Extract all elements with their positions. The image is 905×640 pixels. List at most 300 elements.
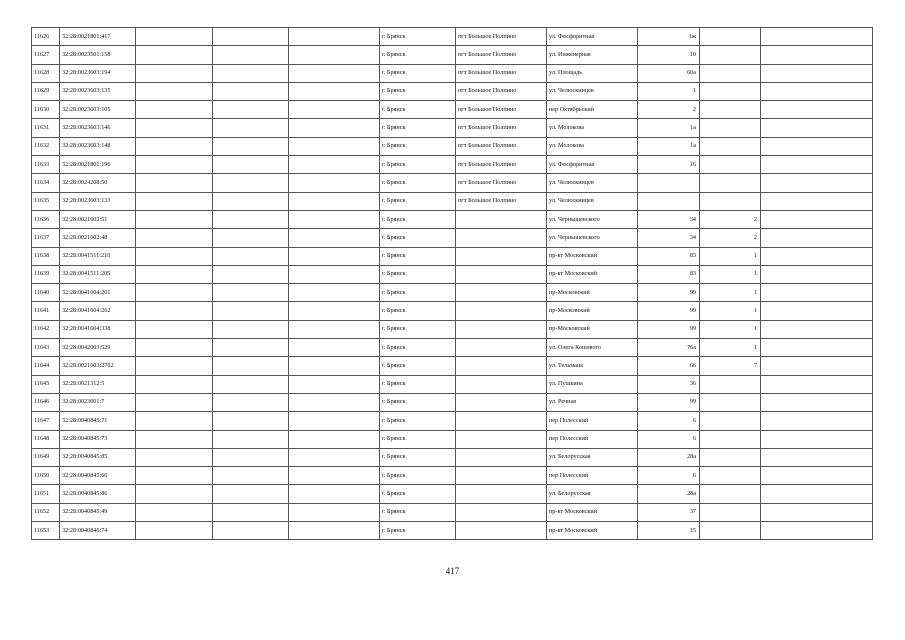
apartment-number-cell: 1 xyxy=(700,247,761,265)
apartment-number-cell xyxy=(700,28,761,46)
street-cell: пер Полесский xyxy=(547,412,638,430)
table-row xyxy=(32,448,873,466)
column-4-cell xyxy=(213,210,289,228)
city-cell: г. Брянск xyxy=(380,101,456,119)
apartment-number-cell xyxy=(700,412,761,430)
house-number-cell: 36 xyxy=(638,375,700,393)
settlement-cell xyxy=(456,210,547,228)
column-4-cell xyxy=(213,320,289,338)
house-number-cell: 37 xyxy=(638,503,700,521)
settlement-cell xyxy=(456,339,547,357)
apartment-number-cell xyxy=(700,82,761,100)
apartment-number-cell: 7 xyxy=(700,357,761,375)
apartment-number-cell: 2 xyxy=(700,210,761,228)
table-row xyxy=(32,265,873,283)
column-3-cell xyxy=(136,265,213,283)
column-5-cell xyxy=(289,485,380,503)
street-cell: пр-Московский xyxy=(547,320,638,338)
row-number-cell: 11638 xyxy=(32,247,60,265)
table-row xyxy=(32,119,873,137)
table-row xyxy=(32,64,873,82)
house-number-cell: 1 xyxy=(638,82,700,100)
apartment-number-cell: 1 xyxy=(700,339,761,357)
city-cell: г. Брянск xyxy=(380,393,456,411)
cadastral-number-cell: 32:28:0021312:5 xyxy=(60,375,136,393)
apartment-number-cell xyxy=(700,430,761,448)
table-row xyxy=(32,28,873,46)
column-3-cell xyxy=(136,64,213,82)
cadastral-number-cell: 32:28:0023603:105 xyxy=(60,101,136,119)
settlement-cell: пгт Большое Полпино xyxy=(456,174,547,192)
row-number-cell: 11633 xyxy=(32,156,60,174)
column-3-cell xyxy=(136,302,213,320)
column-4-cell xyxy=(213,339,289,357)
cadastral-number-cell: 32:28:0021602:51 xyxy=(60,210,136,228)
city-cell: г. Брянск xyxy=(380,156,456,174)
column-11-cell xyxy=(761,265,873,283)
table-row xyxy=(32,467,873,485)
settlement-cell xyxy=(456,522,547,540)
column-5-cell xyxy=(289,302,380,320)
house-number-cell: 1ж xyxy=(638,28,700,46)
settlement-cell xyxy=(456,485,547,503)
table-row xyxy=(32,320,873,338)
column-5-cell xyxy=(289,320,380,338)
cadastral-number-cell: 32:28:0040845:86 xyxy=(60,485,136,503)
table-row xyxy=(32,284,873,302)
city-cell: г. Брянск xyxy=(380,247,456,265)
column-5-cell xyxy=(289,247,380,265)
row-number-cell: 11650 xyxy=(32,467,60,485)
settlement-cell: пгт Большое Полпино xyxy=(456,192,547,210)
apartment-number-cell xyxy=(700,137,761,155)
house-number-cell: 99 xyxy=(638,393,700,411)
city-cell: г. Брянск xyxy=(380,174,456,192)
column-11-cell xyxy=(761,229,873,247)
column-4-cell xyxy=(213,64,289,82)
cadastral-number-cell: 32:28:0021603:2762 xyxy=(60,357,136,375)
row-number-cell: 11632 xyxy=(32,137,60,155)
city-cell: г. Брянск xyxy=(380,28,456,46)
settlement-cell: пгт Большое Полпино xyxy=(456,137,547,155)
column-3-cell xyxy=(136,101,213,119)
table-row xyxy=(32,229,873,247)
row-number-cell: 11636 xyxy=(32,210,60,228)
settlement-cell: пгт Большое Полпино xyxy=(456,46,547,64)
street-cell: ул. Белорусская xyxy=(547,485,638,503)
apartment-number-cell xyxy=(700,64,761,82)
apartment-number-cell: 1 xyxy=(700,284,761,302)
table-row xyxy=(32,503,873,521)
settlement-cell xyxy=(456,430,547,448)
column-4-cell xyxy=(213,302,289,320)
column-4-cell xyxy=(213,137,289,155)
column-11-cell xyxy=(761,357,873,375)
table-row xyxy=(32,210,873,228)
city-cell: г. Брянск xyxy=(380,46,456,64)
column-3-cell xyxy=(136,229,213,247)
settlement-cell xyxy=(456,320,547,338)
column-11-cell xyxy=(761,320,873,338)
street-cell: ул. Челюскинцев xyxy=(547,82,638,100)
cadastral-number-cell: 32:28:0023603:133 xyxy=(60,192,136,210)
column-11-cell xyxy=(761,247,873,265)
table-row xyxy=(32,485,873,503)
row-number-cell: 11637 xyxy=(32,229,60,247)
column-4-cell xyxy=(213,265,289,283)
column-3-cell xyxy=(136,375,213,393)
house-number-cell: 99 xyxy=(638,284,700,302)
column-11-cell xyxy=(761,82,873,100)
apartment-number-cell xyxy=(700,174,761,192)
column-3-cell xyxy=(136,430,213,448)
settlement-cell xyxy=(456,357,547,375)
row-number-cell: 11641 xyxy=(32,302,60,320)
city-cell: г. Брянск xyxy=(380,357,456,375)
column-4-cell xyxy=(213,229,289,247)
column-3-cell xyxy=(136,156,213,174)
apartment-number-cell: 1 xyxy=(700,320,761,338)
column-4-cell xyxy=(213,522,289,540)
street-cell: пр-кт Московский xyxy=(547,522,638,540)
city-cell: г. Брянск xyxy=(380,339,456,357)
column-3-cell xyxy=(136,448,213,466)
street-cell: ул. Молокова xyxy=(547,137,638,155)
street-cell: ул. Пушкина xyxy=(547,375,638,393)
column-4-cell xyxy=(213,503,289,521)
column-3-cell xyxy=(136,28,213,46)
column-3-cell xyxy=(136,357,213,375)
row-number-cell: 11651 xyxy=(32,485,60,503)
city-cell: г. Брянск xyxy=(380,64,456,82)
column-11-cell xyxy=(761,210,873,228)
house-number-cell: 10 xyxy=(638,46,700,64)
table-row xyxy=(32,82,873,100)
column-5-cell xyxy=(289,265,380,283)
column-4-cell xyxy=(213,156,289,174)
cadastral-number-cell: 32:28:0023603:148 xyxy=(60,137,136,155)
cadastral-number-cell: 32:28:0041511:205 xyxy=(60,265,136,283)
column-11-cell xyxy=(761,393,873,411)
city-cell: г. Брянск xyxy=(380,485,456,503)
column-4-cell xyxy=(213,375,289,393)
column-3-cell xyxy=(136,174,213,192)
house-number-cell: 1а xyxy=(638,119,700,137)
cadastral-number-cell: 32:28:0041511:210 xyxy=(60,247,136,265)
table-row xyxy=(32,412,873,430)
street-cell: пр-кт Московский xyxy=(547,265,638,283)
apartment-number-cell xyxy=(700,522,761,540)
column-5-cell xyxy=(289,339,380,357)
house-number-cell: 16 xyxy=(638,156,700,174)
column-11-cell xyxy=(761,137,873,155)
table-row xyxy=(32,339,873,357)
column-11-cell xyxy=(761,101,873,119)
settlement-cell: пгт Большое Полпино xyxy=(456,101,547,119)
city-cell: г. Брянск xyxy=(380,412,456,430)
column-11-cell xyxy=(761,503,873,521)
apartment-number-cell xyxy=(700,485,761,503)
column-11-cell xyxy=(761,119,873,137)
house-number-cell xyxy=(638,192,700,210)
column-11-cell xyxy=(761,192,873,210)
cadastral-number-cell: 32:28:0040845:73 xyxy=(60,430,136,448)
column-5-cell xyxy=(289,393,380,411)
column-5-cell xyxy=(289,101,380,119)
city-cell: г. Брянск xyxy=(380,430,456,448)
street-cell: ул. Площадь xyxy=(547,64,638,82)
settlement-cell xyxy=(456,375,547,393)
house-number-cell: 99 xyxy=(638,320,700,338)
house-number-cell xyxy=(638,174,700,192)
settlement-cell: пгт Большое Полпино xyxy=(456,28,547,46)
street-cell: пер Полесский xyxy=(547,430,638,448)
street-cell: пер Октябрьский xyxy=(547,101,638,119)
apartment-number-cell xyxy=(700,393,761,411)
apartment-number-cell xyxy=(700,503,761,521)
city-cell: г. Брянск xyxy=(380,375,456,393)
column-4-cell xyxy=(213,28,289,46)
row-number-cell: 11626 xyxy=(32,28,60,46)
city-cell: г. Брянск xyxy=(380,467,456,485)
house-number-cell: 6 xyxy=(638,412,700,430)
city-cell: г. Брянск xyxy=(380,503,456,521)
column-5-cell xyxy=(289,174,380,192)
column-5-cell xyxy=(289,522,380,540)
city-cell: г. Брянск xyxy=(380,119,456,137)
column-11-cell xyxy=(761,156,873,174)
column-3-cell xyxy=(136,485,213,503)
house-number-cell: 28а xyxy=(638,485,700,503)
column-4-cell xyxy=(213,46,289,64)
settlement-cell xyxy=(456,503,547,521)
column-4-cell xyxy=(213,247,289,265)
street-cell: ул. Челюскинцев xyxy=(547,174,638,192)
house-number-cell: 34 xyxy=(638,210,700,228)
row-number-cell: 11648 xyxy=(32,430,60,448)
column-5-cell xyxy=(289,210,380,228)
column-5-cell xyxy=(289,46,380,64)
column-3-cell xyxy=(136,284,213,302)
settlement-cell xyxy=(456,448,547,466)
column-4-cell xyxy=(213,393,289,411)
column-5-cell xyxy=(289,82,380,100)
column-5-cell xyxy=(289,192,380,210)
row-number-cell: 11647 xyxy=(32,412,60,430)
column-3-cell xyxy=(136,119,213,137)
settlement-cell xyxy=(456,302,547,320)
column-3-cell xyxy=(136,247,213,265)
apartment-number-cell xyxy=(700,156,761,174)
street-cell: ул. Олега Кошевого xyxy=(547,339,638,357)
row-number-cell: 11643 xyxy=(32,339,60,357)
apartment-number-cell xyxy=(700,192,761,210)
street-cell: пр-кт Московский xyxy=(547,503,638,521)
house-number-cell: 66 xyxy=(638,357,700,375)
apartment-number-cell xyxy=(700,375,761,393)
column-3-cell xyxy=(136,320,213,338)
cadastral-number-cell: 32:28:0024208:50 xyxy=(60,174,136,192)
table-row xyxy=(32,522,873,540)
cadastral-number-cell: 32:28:0041604:338 xyxy=(60,320,136,338)
street-cell: пер Полесский xyxy=(547,467,638,485)
column-11-cell xyxy=(761,467,873,485)
column-11-cell xyxy=(761,64,873,82)
table-row xyxy=(32,375,873,393)
row-number-cell: 11630 xyxy=(32,101,60,119)
column-5-cell xyxy=(289,28,380,46)
apartment-number-cell xyxy=(700,119,761,137)
column-5-cell xyxy=(289,284,380,302)
column-4-cell xyxy=(213,448,289,466)
settlement-cell xyxy=(456,265,547,283)
column-5-cell xyxy=(289,137,380,155)
cadastral-number-cell: 32:28:0023001:7 xyxy=(60,393,136,411)
city-cell: г. Брянск xyxy=(380,137,456,155)
row-number-cell: 11631 xyxy=(32,119,60,137)
row-number-cell: 11640 xyxy=(32,284,60,302)
street-cell: ул. Белорусская xyxy=(547,448,638,466)
apartment-number-cell: 2 xyxy=(700,229,761,247)
column-5-cell xyxy=(289,156,380,174)
city-cell: г. Брянск xyxy=(380,320,456,338)
row-number-cell: 11649 xyxy=(32,448,60,466)
city-cell: г. Брянск xyxy=(380,82,456,100)
city-cell: г. Брянск xyxy=(380,448,456,466)
street-cell: ул. Чернышевского xyxy=(547,210,638,228)
column-3-cell xyxy=(136,503,213,521)
row-number-cell: 11642 xyxy=(32,320,60,338)
table-row xyxy=(32,393,873,411)
column-3-cell xyxy=(136,137,213,155)
column-3-cell xyxy=(136,339,213,357)
column-3-cell xyxy=(136,393,213,411)
cadastral-number-cell: 32:28:0023603:135 xyxy=(60,82,136,100)
house-number-cell: 28а xyxy=(638,448,700,466)
row-number-cell: 11635 xyxy=(32,192,60,210)
column-4-cell xyxy=(213,357,289,375)
settlement-cell xyxy=(456,284,547,302)
house-number-cell: 34 xyxy=(638,229,700,247)
settlement-cell xyxy=(456,467,547,485)
street-cell: ул. Челюскинцев xyxy=(547,192,638,210)
city-cell: г. Брянск xyxy=(380,522,456,540)
column-11-cell xyxy=(761,522,873,540)
table-row xyxy=(32,192,873,210)
cadastral-number-cell: 32:28:0021801:417 xyxy=(60,28,136,46)
cadastral-number-cell: 32:28:0040845:66 xyxy=(60,467,136,485)
street-cell: ул. Речная xyxy=(547,393,638,411)
column-3-cell xyxy=(136,412,213,430)
table-row xyxy=(32,302,873,320)
column-11-cell xyxy=(761,339,873,357)
row-number-cell: 11627 xyxy=(32,46,60,64)
column-11-cell xyxy=(761,302,873,320)
cadastral-number-cell: 32:28:0023501:158 xyxy=(60,46,136,64)
street-cell: ул. Фосфоритная xyxy=(547,156,638,174)
table-row xyxy=(32,357,873,375)
column-11-cell xyxy=(761,430,873,448)
settlement-cell: пгт Большое Полпино xyxy=(456,119,547,137)
cadastral-number-cell: 32:28:0040845:85 xyxy=(60,448,136,466)
house-number-cell: 83 xyxy=(638,265,700,283)
street-cell: ул. Инженерная xyxy=(547,46,638,64)
column-5-cell xyxy=(289,503,380,521)
settlement-cell xyxy=(456,247,547,265)
house-number-cell: 99 xyxy=(638,302,700,320)
cadastral-number-cell: 32:28:0040845:49 xyxy=(60,503,136,521)
house-number-cell: 76а xyxy=(638,339,700,357)
street-cell: ул. Тельмана xyxy=(547,357,638,375)
column-11-cell xyxy=(761,46,873,64)
column-3-cell xyxy=(136,522,213,540)
column-5-cell xyxy=(289,64,380,82)
column-11-cell xyxy=(761,28,873,46)
street-cell: пр-Московский xyxy=(547,284,638,302)
cadastral-number-cell: 32:28:0040845:71 xyxy=(60,412,136,430)
apartment-number-cell xyxy=(700,467,761,485)
column-11-cell xyxy=(761,174,873,192)
registry-table xyxy=(31,27,873,540)
column-3-cell xyxy=(136,467,213,485)
column-5-cell xyxy=(289,430,380,448)
column-4-cell xyxy=(213,174,289,192)
column-4-cell xyxy=(213,284,289,302)
column-4-cell xyxy=(213,412,289,430)
cadastral-number-cell: 32:28:0023603:194 xyxy=(60,64,136,82)
column-5-cell xyxy=(289,357,380,375)
column-11-cell xyxy=(761,485,873,503)
column-4-cell xyxy=(213,467,289,485)
street-cell: пр-кт Московский xyxy=(547,247,638,265)
table-row xyxy=(32,430,873,448)
column-3-cell xyxy=(136,46,213,64)
row-number-cell: 11639 xyxy=(32,265,60,283)
street-cell: ул. Молокова xyxy=(547,119,638,137)
cadastral-number-cell: 32:28:0023603:146 xyxy=(60,119,136,137)
settlement-cell xyxy=(456,393,547,411)
settlement-cell: пгт Большое Полпино xyxy=(456,156,547,174)
street-cell: ул. Чернышевского xyxy=(547,229,638,247)
cadastral-number-cell: 32:28:0021801:196 xyxy=(60,156,136,174)
column-5-cell xyxy=(289,229,380,247)
column-4-cell xyxy=(213,119,289,137)
cadastral-number-cell: 32:28:0041604:262 xyxy=(60,302,136,320)
column-4-cell xyxy=(213,192,289,210)
city-cell: г. Брянск xyxy=(380,192,456,210)
house-number-cell: 6 xyxy=(638,467,700,485)
house-number-cell: 6 xyxy=(638,430,700,448)
city-cell: г. Брянск xyxy=(380,265,456,283)
cadastral-number-cell: 32:28:0041604:261 xyxy=(60,284,136,302)
table-body xyxy=(32,28,873,540)
column-4-cell xyxy=(213,101,289,119)
apartment-number-cell: 1 xyxy=(700,265,761,283)
city-cell: г. Брянск xyxy=(380,229,456,247)
settlement-cell xyxy=(456,412,547,430)
column-5-cell xyxy=(289,412,380,430)
row-number-cell: 11646 xyxy=(32,393,60,411)
settlement-cell: пгт Большое Полпино xyxy=(456,64,547,82)
city-cell: г. Брянск xyxy=(380,210,456,228)
column-3-cell xyxy=(136,192,213,210)
city-cell: г. Брянск xyxy=(380,284,456,302)
column-5-cell xyxy=(289,467,380,485)
table-row xyxy=(32,156,873,174)
settlement-cell xyxy=(456,229,547,247)
city-cell: г. Брянск xyxy=(380,302,456,320)
page-number: 417 xyxy=(445,566,460,576)
